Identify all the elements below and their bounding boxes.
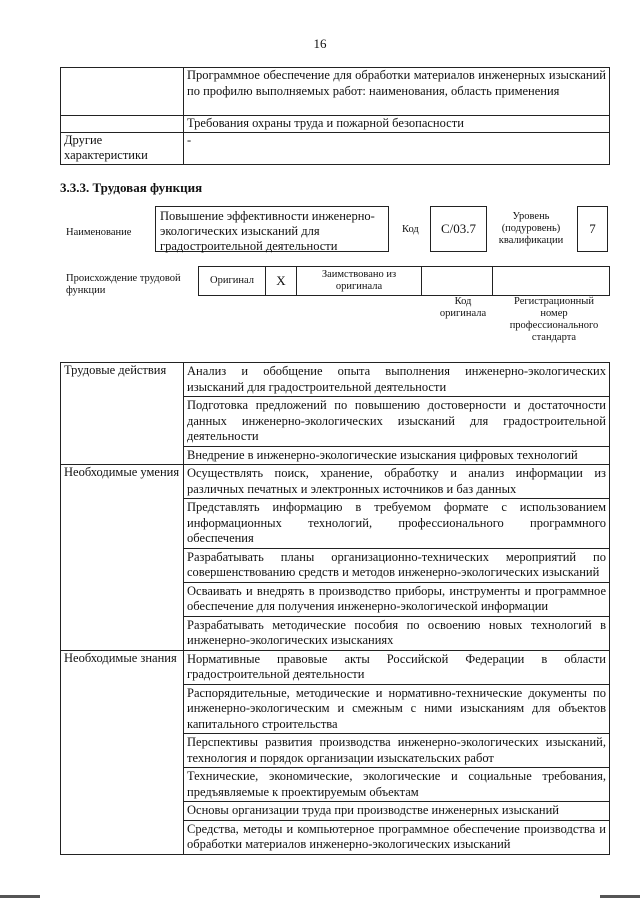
section-heading: 3.3.3. Трудовая функция: [60, 180, 203, 195]
row-text: Требования охраны труда и пожарной безопасности: [184, 116, 610, 133]
origin-table: [198, 266, 610, 296]
name-label: Наименование: [66, 227, 132, 238]
list-item: Распорядительные, методические и нормативно-технические документы по инженерно-экологическим и смежным с ними изысканиям для объектов капитального строительства: [184, 684, 610, 734]
list-item: Технические, экономические, экологические и социальные требования, предъявляемые к проектируемым объектам: [184, 768, 610, 802]
main-table: [60, 362, 610, 855]
table-row: [61, 650, 610, 684]
code-box: [430, 206, 487, 252]
table-row: [61, 465, 610, 499]
code-value: C/03.7: [440, 221, 477, 236]
row-label: [61, 68, 184, 116]
level-label: Уровень (подуровень) квалификации: [498, 211, 564, 246]
list-item: Перспективы развития производства инженерно-экологических изысканий, технология и порядок организации изыскательских работ: [184, 734, 610, 768]
top-table: [60, 67, 610, 165]
list-item: Внедрение в инженерно-экологические изыскания цифровых технологий: [184, 446, 610, 465]
list-item: Основы организации труда при производстве инженерных изысканий: [184, 802, 610, 821]
scan-edge-mark: [0, 895, 40, 898]
reg-number-cell: [493, 267, 610, 296]
page-number: 16: [313, 36, 327, 51]
level-box: [577, 206, 608, 252]
level-value: 7: [589, 221, 596, 236]
code-label: Код: [402, 224, 419, 235]
scan-edge-mark: [600, 895, 640, 898]
list-item: Разрабатывать методические пособия по освоению новых технологий в инженерно-экологических изысканиях: [184, 616, 610, 650]
list-item: Средства, методы и компьютерное программное обеспечение производства и обработки материалов инженерно-экологических изысканий: [184, 820, 610, 854]
group-label: Трудовые действия: [61, 363, 184, 465]
borrowed-label: Заимствовано из оригинала: [297, 267, 422, 296]
list-item: Представлять информацию в требуемом формате с использованием информационных технологий, профессионального программного обеспечения: [184, 499, 610, 549]
code-original-caption: Код оригинала: [439, 296, 487, 319]
original-label: Оригинал: [199, 267, 266, 296]
table-row: [61, 68, 610, 116]
reg-number-caption: Регистрационный номер профессионального стандарта: [509, 296, 599, 343]
code-original-cell: [422, 267, 493, 296]
original-mark: X: [266, 267, 297, 296]
table-row: [61, 363, 610, 397]
function-name: Повышение эффективности инженерно-экологических изысканий для градостроительной деятельности: [160, 209, 375, 253]
table-row: [61, 132, 610, 164]
group-label: Необходимые знания: [61, 650, 184, 854]
list-item: Подготовка предложений по повышению достоверности и достаточности данных инженерно-экологических изысканий для градостроительной деятельности: [184, 397, 610, 447]
group-label: Необходимые умения: [61, 465, 184, 651]
list-item: Нормативные правовые акты Российской Федерации в области градостроительной деятельности: [184, 650, 610, 684]
table-row: [199, 267, 610, 296]
list-item: Разрабатывать планы организационно-технических мероприятий по совершенствованию средств и методов инженерно-экологических изысканий: [184, 548, 610, 582]
list-item: Анализ и обобщение опыта выполнения инженерно-экологических изысканий для градостроительной деятельности: [184, 363, 610, 397]
function-name-box: [155, 206, 389, 252]
row-label: Другие характеристики: [61, 132, 184, 164]
list-item: Осуществлять поиск, хранение, обработку и анализ информации из различных печатных и электронных источников и баз данных: [184, 465, 610, 499]
list-item: Осваивать и внедрять в производство приборы, инструменты и программное обеспечение для получения инженерно-экологической информации: [184, 582, 610, 616]
origin-label: Происхождение трудовой функции: [66, 273, 181, 296]
row-text: -: [184, 132, 610, 164]
row-text: Программное обеспечение для обработки материалов инженерных изысканий по профилю выполняемых работ: наименования, область применения: [184, 68, 610, 116]
row-label: [61, 116, 184, 133]
table-row: [61, 116, 610, 133]
